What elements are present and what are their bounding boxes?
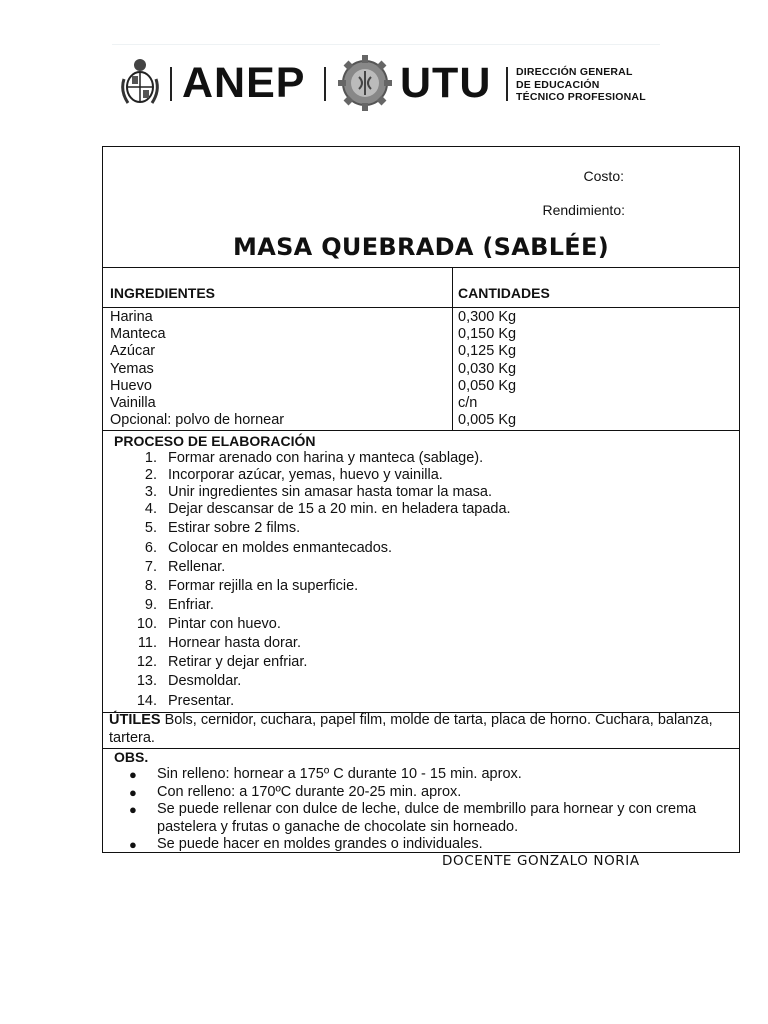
- step-number: 2.: [144, 467, 157, 483]
- ingredient-quantity: 0,005 Kg: [458, 412, 517, 429]
- step-number: 3.: [144, 484, 157, 500]
- quantities-column-header: CANTIDADES: [458, 285, 550, 301]
- institution-line: DIRECCIÓN GENERAL: [516, 66, 633, 78]
- costo-label: Costo:: [583, 168, 624, 184]
- step-text: Formar arenado con harina y manteca (sablage).: [168, 450, 484, 466]
- step-number: 5.: [144, 520, 157, 536]
- utu-gear-icon: [338, 55, 392, 111]
- observations-list: [127, 766, 735, 854]
- ingredient-name: Huevo: [110, 377, 152, 394]
- institution-name: [516, 66, 646, 104]
- step-number: 14.: [136, 693, 157, 709]
- step-text: Incorporar azúcar, yemas, huevo y vainilla.: [168, 467, 443, 483]
- ingredient-name: Azúcar: [110, 343, 156, 360]
- step-text: Retirar y dejar enfriar.: [168, 654, 308, 670]
- institution-line: TÉCNICO PROFESIONAL: [516, 91, 646, 103]
- process-step: [115, 578, 358, 594]
- step-number: 9.: [144, 597, 157, 613]
- process-step: [115, 450, 483, 466]
- ingredients-header-row: [103, 268, 739, 308]
- process-step: [115, 540, 392, 556]
- process-step: [115, 616, 281, 632]
- step-number: 4.: [144, 501, 157, 517]
- utiles-text: [109, 712, 735, 747]
- step-number: 10.: [136, 616, 157, 632]
- ingredient-quantity: 0,050 Kg: [458, 377, 517, 394]
- step-text: Hornear hasta dorar.: [168, 635, 301, 651]
- step-number: 13.: [136, 673, 157, 689]
- step-number: 1.: [144, 450, 157, 466]
- observation-item: [127, 801, 735, 836]
- bullet-icon: ●: [129, 802, 137, 817]
- process-step: [115, 654, 307, 670]
- step-text: Unir ingredientes sin amasar hasta tomar la masa.: [168, 484, 492, 500]
- step-number: 8.: [144, 578, 157, 594]
- process-step: [115, 467, 443, 483]
- observation-item: [127, 766, 735, 784]
- observation-text: Con relleno: a 170ºC durante 20-25 min. aprox.: [157, 783, 462, 800]
- ingredient-name: Manteca: [110, 326, 166, 343]
- process-title: PROCESO DE ELABORACIÓN: [114, 433, 316, 449]
- ingredient-quantity: 0,150 Kg: [458, 326, 517, 343]
- process-step: [115, 635, 301, 651]
- process-step: [115, 520, 300, 536]
- title-block: [103, 147, 739, 268]
- obs-title: OBS.: [114, 749, 149, 765]
- step-text: Estirar sobre 2 films.: [168, 520, 301, 536]
- logo-divider: [324, 67, 326, 101]
- bullet-icon: ●: [129, 837, 137, 852]
- ingredient-name: Harina: [110, 309, 153, 325]
- recipe-title: MASA QUEBRADA (SABLÉE): [233, 233, 609, 261]
- step-text: Rellenar.: [168, 559, 226, 575]
- logo-divider: [506, 67, 508, 101]
- uruguay-coat-of-arms-icon: [118, 57, 162, 109]
- ingredient-quantity: 0,300 Kg: [458, 309, 517, 325]
- ingredient-name: Yemas: [110, 360, 154, 377]
- ingredient-quantity: 0,030 Kg: [458, 360, 517, 377]
- step-number: 6.: [144, 540, 157, 556]
- teacher-signature: DOCENTE GONZALO NORIA: [442, 853, 640, 869]
- step-number: 11.: [137, 635, 157, 651]
- utiles-label: ÚTILES: [109, 712, 161, 728]
- step-text: Colocar en moldes enmantecados.: [168, 540, 393, 556]
- header-logo-band: [112, 44, 660, 121]
- step-number: 12.: [136, 654, 157, 670]
- step-text: Presentar.: [168, 693, 235, 709]
- step-text: Formar rejilla en la superficie.: [168, 578, 359, 594]
- process-step: [115, 693, 234, 709]
- observation-text: Sin relleno: hornear a 175º C durante 10 - 15 min. aprox.: [157, 766, 522, 782]
- ingredients-column-header: INGREDIENTES: [110, 285, 216, 301]
- step-text: Pintar con huevo.: [168, 616, 281, 632]
- anep-logo-text: ANEP: [182, 59, 306, 107]
- ingredients-list: [110, 309, 284, 429]
- ingredient-quantity: 0,125 Kg: [458, 343, 517, 360]
- ingredient-quantity: c/n: [458, 395, 478, 412]
- bullet-icon: ●: [129, 784, 137, 800]
- observation-text: Se puede hacer en moldes grandes o individuales.: [157, 836, 483, 852]
- process-step: [115, 673, 241, 689]
- step-text: Dejar descansar de 15 a 20 min. en heladera tapada.: [168, 501, 511, 517]
- recipe-sheet: [102, 146, 740, 853]
- utiles-list: Bols, cernidor, cuchara, papel film, molde de tarta, placa de horno. Cuchara, balanza, tartera.: [109, 712, 713, 746]
- process-step: [115, 597, 214, 613]
- bullet-icon: ●: [129, 767, 137, 782]
- quantities-list: [458, 309, 516, 429]
- ingredient-name: Opcional: polvo de hornear: [110, 412, 285, 429]
- observation-text: Se puede rellenar con dulce de leche, dulce de membrillo para hornear y con crema pastelera y frutas o ganache de chocolate sin horneado.: [157, 801, 697, 835]
- observation-item: [127, 836, 735, 854]
- rendimiento-label: Rendimiento:: [542, 202, 625, 218]
- process-step: [115, 559, 225, 575]
- institution-line: DE EDUCACIÓN: [516, 78, 600, 91]
- step-text: Enfriar.: [168, 597, 214, 613]
- step-text: Desmoldar.: [168, 673, 242, 689]
- ingredient-name: Vainilla: [110, 395, 156, 412]
- logo-divider: [170, 67, 172, 101]
- step-number: 7.: [144, 559, 157, 575]
- observation-item: [127, 784, 735, 802]
- utu-logo-text: UTU: [400, 59, 492, 107]
- process-step: [115, 484, 492, 500]
- process-step: [115, 501, 511, 517]
